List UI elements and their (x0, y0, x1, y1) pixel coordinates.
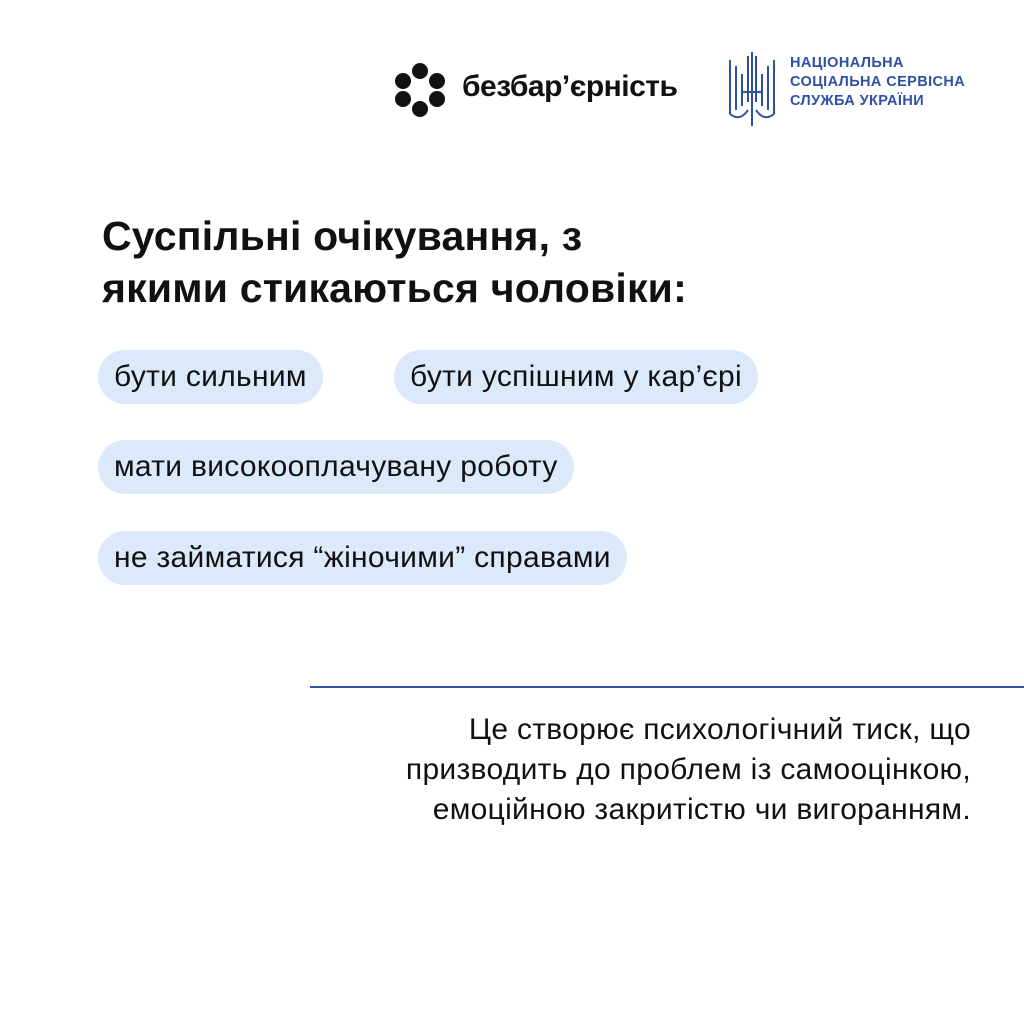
expectation-tag: бути сильним (98, 350, 323, 404)
header (392, 52, 992, 128)
note-line: емоційною закритістю чи вигоранням. (432, 793, 971, 826)
note-line: Це створює психологічний тиск, що (468, 713, 971, 746)
gov-agency-name (790, 54, 965, 111)
title-line: Суспільні очікування, з (102, 213, 583, 259)
gov-emblem-icon (726, 52, 778, 126)
brand-name: безбар’єрність (462, 70, 678, 103)
title-line: якими стикаються чоловіки: (102, 265, 687, 311)
divider (310, 686, 1024, 688)
brand-logo-icon (392, 62, 448, 118)
expectation-tag: не займатися “жіночими” справами (98, 531, 627, 585)
page-title (102, 210, 687, 314)
gov-line: СЛУЖБА УКРАЇНИ (790, 93, 925, 109)
expectation-tag: бути успішним у кар’єрі (394, 350, 758, 404)
note-line: призводить до проблем із самооцінкою, (405, 753, 971, 786)
expectation-tag: мати високооплачувану роботу (98, 440, 574, 494)
gov-line: НАЦІОНАЛЬНА (790, 55, 904, 71)
gov-line: СОЦІАЛЬНА СЕРВІСНА (790, 74, 966, 90)
conclusion-text (271, 710, 971, 830)
